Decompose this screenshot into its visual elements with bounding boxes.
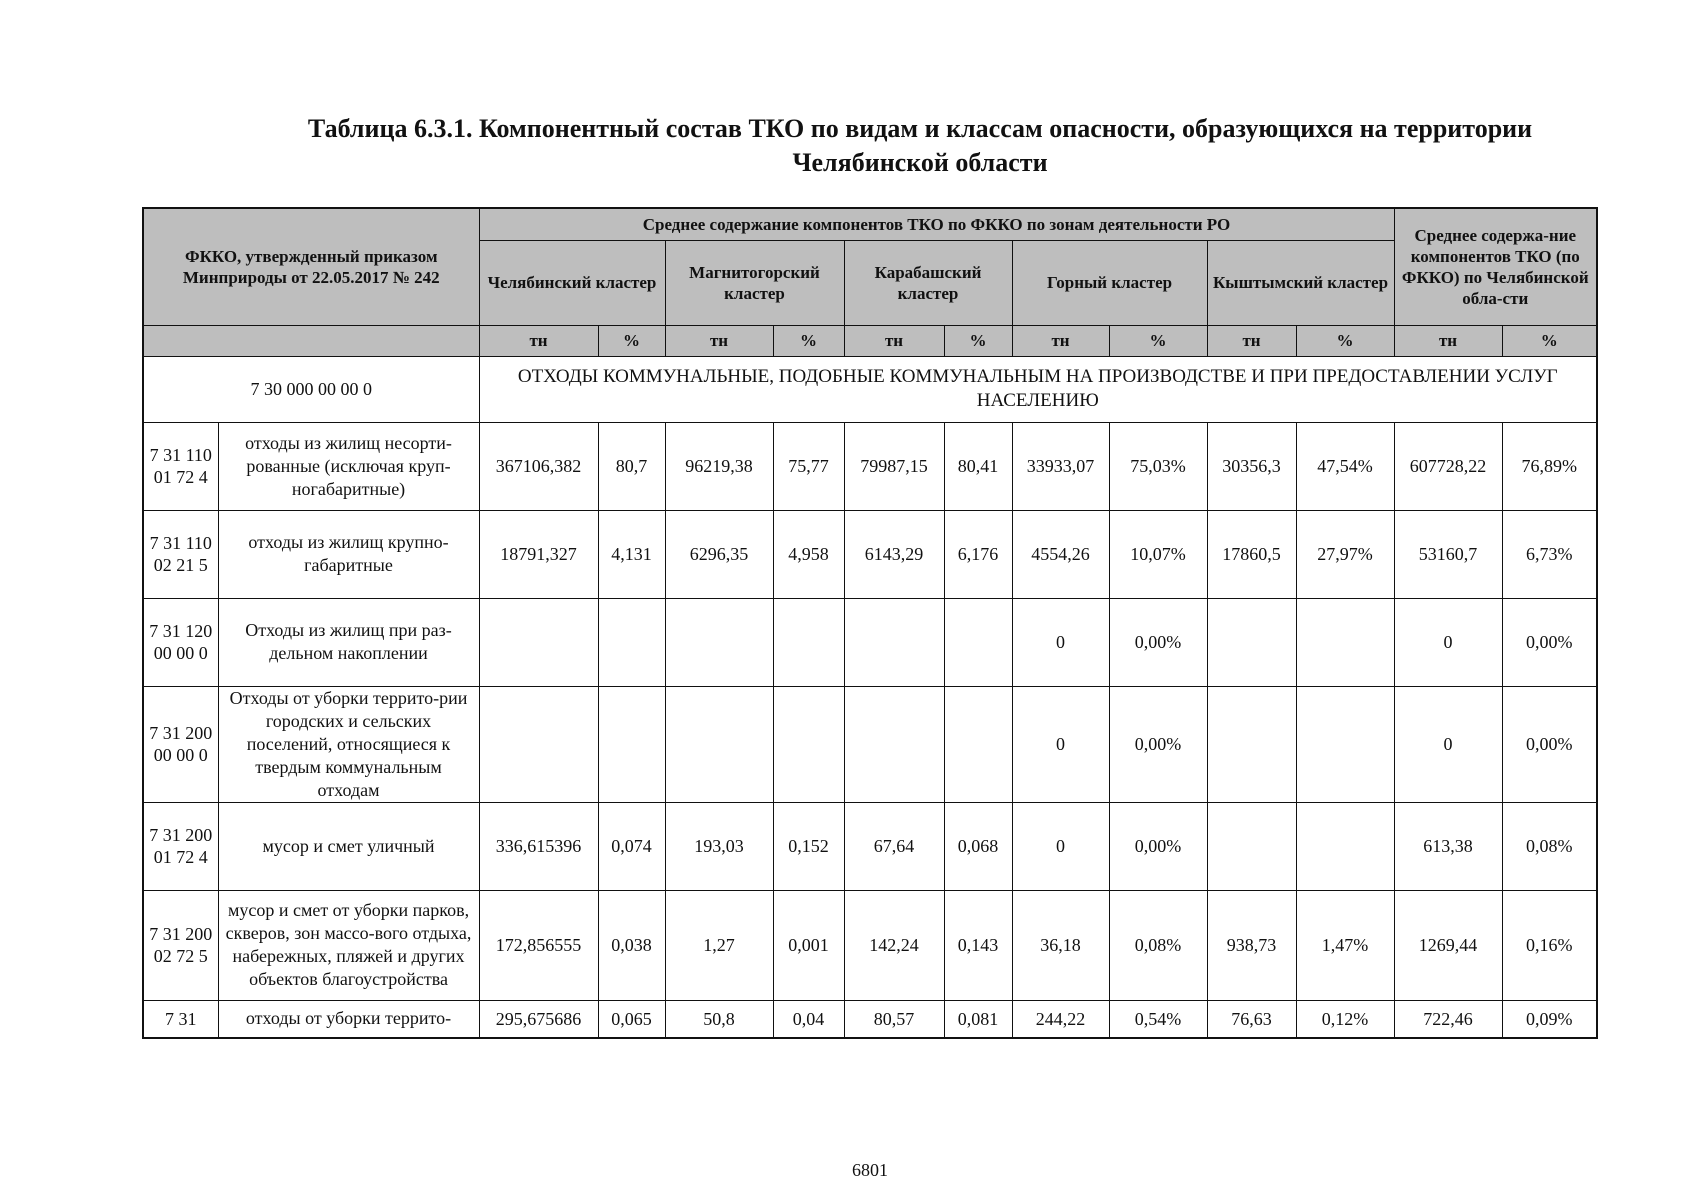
value-percent-cell: 0,001 — [773, 890, 844, 1000]
fkko-code: 7 31 120 00 00 0 — [143, 598, 218, 686]
fkko-code: 7 31 110 02 21 5 — [143, 510, 218, 598]
value-tn-cell: 722,46 — [1394, 1000, 1502, 1038]
value-tn-cell: 367106,382 — [479, 422, 598, 510]
section-title: ОТХОДЫ КОММУНАЛЬНЫЕ, ПОДОБНЫЕ КОММУНАЛЬНЫМ НА ПРОИЗВОДСТВЕ И ПРИ ПРЕДОСТАВЛЕНИИ УСЛУГ НАСЕЛЕНИЮ — [479, 356, 1597, 422]
unit-tn: тн — [665, 325, 773, 356]
value-tn-cell: 1269,44 — [1394, 890, 1502, 1000]
value-percent-cell: 0,12% — [1296, 1000, 1394, 1038]
value-tn-cell — [479, 598, 598, 686]
cluster-header-chelyabinsk: Челябинский кластер — [479, 240, 665, 325]
cluster-header-magnitogorsk: Магнитогорский кластер — [665, 240, 844, 325]
value-percent-cell: 10,07% — [1109, 510, 1207, 598]
value-tn-cell: 79987,15 — [844, 422, 944, 510]
fkko-code: 7 31 200 02 72 5 — [143, 890, 218, 1000]
value-percent-cell: 4,958 — [773, 510, 844, 598]
value-percent-cell: 4,131 — [598, 510, 665, 598]
value-tn-cell: 336,615396 — [479, 802, 598, 890]
value-percent-cell: 0,00% — [1109, 598, 1207, 686]
value-tn-cell: 6296,35 — [665, 510, 773, 598]
value-percent-cell: 0,08% — [1502, 802, 1597, 890]
value-percent-cell: 0,068 — [944, 802, 1012, 890]
unit-percent: % — [1296, 325, 1394, 356]
value-tn-cell: 53160,7 — [1394, 510, 1502, 598]
unit-percent: % — [1502, 325, 1597, 356]
value-percent-cell — [944, 686, 1012, 802]
value-tn-cell — [1207, 598, 1296, 686]
unit-percent: % — [598, 325, 665, 356]
value-tn-cell — [665, 686, 773, 802]
table-row — [143, 598, 1597, 686]
units-blank-cell — [143, 325, 479, 356]
value-tn-cell: 938,73 — [1207, 890, 1296, 1000]
value-percent-cell: 0,00% — [1109, 802, 1207, 890]
value-tn-cell — [844, 686, 944, 802]
value-percent-cell: 0,08% — [1109, 890, 1207, 1000]
value-tn-cell: 96219,38 — [665, 422, 773, 510]
table-row — [143, 510, 1597, 598]
value-tn-cell: 0 — [1394, 686, 1502, 802]
page-number: 6801 — [852, 1160, 888, 1180]
value-percent-cell: 0,00% — [1502, 598, 1597, 686]
value-percent-cell — [773, 598, 844, 686]
waste-name: мусор и смет уличный — [218, 802, 479, 890]
value-tn-cell — [1207, 686, 1296, 802]
value-tn-cell: 295,675686 — [479, 1000, 598, 1038]
value-percent-cell: 0,04 — [773, 1000, 844, 1038]
waste-name: отходы из жилищ крупно-габаритные — [218, 510, 479, 598]
value-tn-cell: 76,63 — [1207, 1000, 1296, 1038]
value-percent-cell: 0,00% — [1502, 686, 1597, 802]
waste-name: отходы от уборки террито- — [218, 1000, 479, 1038]
value-percent-cell — [1296, 598, 1394, 686]
waste-name: мусор и смет от уборки парков, скверов, зон массо-вого отдыха, набережных, пляжей и других объектов благоустройства — [218, 890, 479, 1000]
waste-name: Отходы из жилищ при раз-дельном накоплении — [218, 598, 479, 686]
value-tn-cell: 193,03 — [665, 802, 773, 890]
value-tn-cell: 244,22 — [1012, 1000, 1109, 1038]
waste-name: отходы из жилищ несорти-рованные (исключая круп-ногабаритные) — [218, 422, 479, 510]
fkko-header: ФККО, утвержденный приказом Минприроды от 22.05.2017 № 242 — [143, 208, 479, 325]
value-tn-cell: 33933,07 — [1012, 422, 1109, 510]
value-tn-cell: 17860,5 — [1207, 510, 1296, 598]
table-row — [143, 890, 1597, 1000]
value-tn-cell — [844, 598, 944, 686]
value-tn-cell: 0 — [1012, 686, 1109, 802]
value-percent-cell: 75,77 — [773, 422, 844, 510]
value-percent-cell: 27,97% — [1296, 510, 1394, 598]
cluster-header-kyshtym: Кыштымский кластер — [1207, 240, 1394, 325]
unit-tn: тн — [1394, 325, 1502, 356]
value-percent-cell: 80,7 — [598, 422, 665, 510]
value-percent-cell: 0,09% — [1502, 1000, 1597, 1038]
value-percent-cell: 0,038 — [598, 890, 665, 1000]
value-percent-cell: 1,47% — [1296, 890, 1394, 1000]
page-title: Таблица 6.3.1. Компонентный состав ТКО по видам и классам опасности, образующихся на территории Челябинской области — [307, 114, 1533, 177]
cluster-header-karabash: Карабашский кластер — [844, 240, 1012, 325]
value-percent-cell: 0,16% — [1502, 890, 1597, 1000]
value-percent-cell: 0,065 — [598, 1000, 665, 1038]
value-tn-cell: 36,18 — [1012, 890, 1109, 1000]
value-tn-cell: 0 — [1012, 598, 1109, 686]
value-percent-cell: 0,00% — [1109, 686, 1207, 802]
fkko-code: 7 31 200 00 00 0 — [143, 686, 218, 802]
unit-percent: % — [773, 325, 844, 356]
value-tn-cell: 18791,327 — [479, 510, 598, 598]
value-tn-cell: 0 — [1394, 598, 1502, 686]
value-tn-cell: 67,64 — [844, 802, 944, 890]
fkko-code: 7 31 — [143, 1000, 218, 1038]
value-percent-cell — [1296, 802, 1394, 890]
unit-tn: тн — [479, 325, 598, 356]
value-percent-cell: 6,73% — [1502, 510, 1597, 598]
section-row — [143, 356, 1597, 422]
value-tn-cell: 172,856555 — [479, 890, 598, 1000]
value-tn-cell — [479, 686, 598, 802]
unit-tn: тн — [844, 325, 944, 356]
value-tn-cell: 50,8 — [665, 1000, 773, 1038]
value-percent-cell — [773, 686, 844, 802]
value-percent-cell: 75,03% — [1109, 422, 1207, 510]
value-tn-cell: 30356,3 — [1207, 422, 1296, 510]
value-percent-cell — [944, 598, 1012, 686]
value-percent-cell: 47,54% — [1296, 422, 1394, 510]
value-tn-cell: 142,24 — [844, 890, 944, 1000]
unit-tn: тн — [1207, 325, 1296, 356]
unit-tn: тн — [1012, 325, 1109, 356]
region-total-header: Среднее содержа-ние компонентов ТКО (по ФККО) по Челябинской обла-сти — [1394, 208, 1597, 325]
table-row — [143, 422, 1597, 510]
fkko-code: 7 31 110 01 72 4 — [143, 422, 218, 510]
value-tn-cell: 4554,26 — [1012, 510, 1109, 598]
value-tn-cell: 607728,22 — [1394, 422, 1502, 510]
value-tn-cell: 1,27 — [665, 890, 773, 1000]
value-percent-cell: 0,143 — [944, 890, 1012, 1000]
value-tn-cell: 0 — [1012, 802, 1109, 890]
value-tn-cell — [665, 598, 773, 686]
units-row — [143, 325, 1597, 356]
table-row — [143, 1000, 1597, 1038]
value-percent-cell: 6,176 — [944, 510, 1012, 598]
value-percent-cell: 0,54% — [1109, 1000, 1207, 1038]
value-percent-cell — [598, 686, 665, 802]
value-percent-cell: 0,152 — [773, 802, 844, 890]
waste-name: Отходы от уборки террито-рии городских и сельских поселений, относящиеся к твердым коммунальным отходам — [218, 686, 479, 802]
value-tn-cell: 613,38 — [1394, 802, 1502, 890]
cluster-header-gorny: Горный кластер — [1012, 240, 1207, 325]
value-percent-cell: 76,89% — [1502, 422, 1597, 510]
section-code: 7 30 000 00 00 0 — [143, 356, 479, 422]
value-percent-cell: 0,074 — [598, 802, 665, 890]
value-percent-cell — [1296, 686, 1394, 802]
value-percent-cell — [598, 598, 665, 686]
zones-header: Среднее содержание компонентов ТКО по ФККО по зонам деятельности РО — [479, 208, 1394, 240]
value-tn-cell: 80,57 — [844, 1000, 944, 1038]
fkko-code: 7 31 200 01 72 4 — [143, 802, 218, 890]
value-percent-cell: 80,41 — [944, 422, 1012, 510]
unit-percent: % — [944, 325, 1012, 356]
table-row — [143, 802, 1597, 890]
table-row — [143, 686, 1597, 802]
unit-percent: % — [1109, 325, 1207, 356]
value-percent-cell: 0,081 — [944, 1000, 1012, 1038]
value-tn-cell — [1207, 802, 1296, 890]
value-tn-cell: 6143,29 — [844, 510, 944, 598]
waste-composition-table — [142, 207, 1598, 1039]
